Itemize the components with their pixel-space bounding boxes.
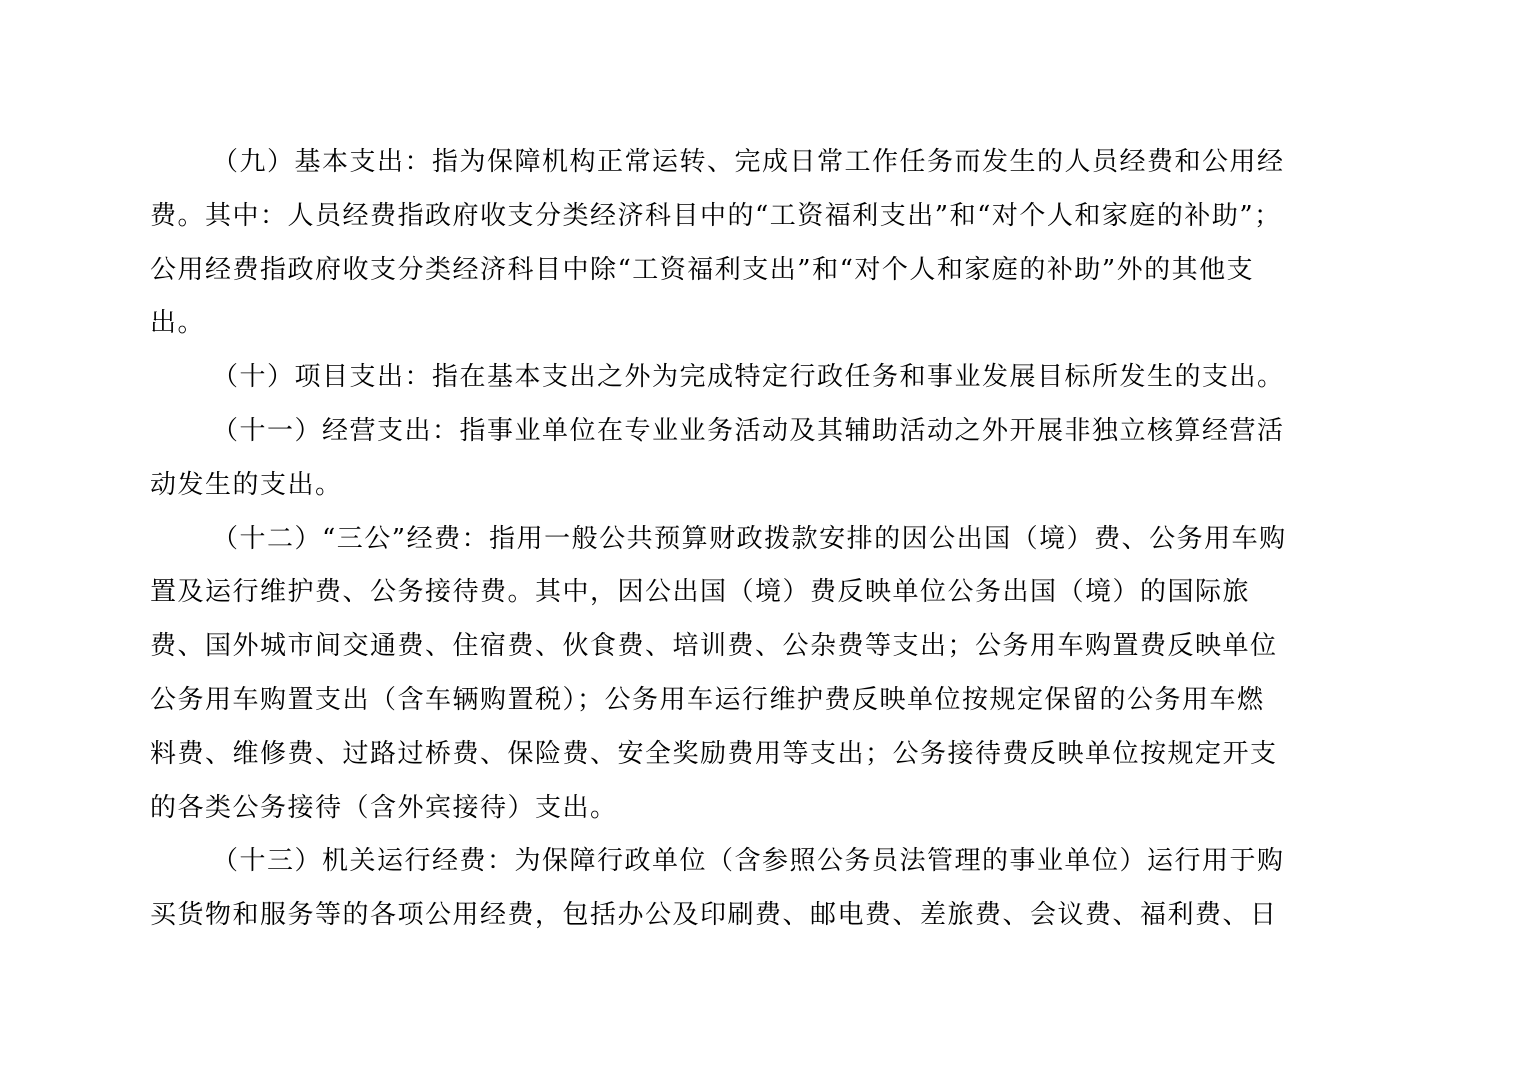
paragraph-agency-operating-costs: [150, 835, 1340, 943]
text-line: 出。: [150, 308, 206, 339]
text-line: 料费、维修费、过路过桥费、保险费、安全奖励费用等支出；公务接待费反映单位按规定开支: [150, 738, 1278, 769]
text-line: 的各类公务接待（含外宾接待）支出。: [150, 792, 618, 823]
text-line: 费。其中：人员经费指政府收支分类经济科目中的“工资福利支出”和“对个人和家庭的补助”；: [150, 200, 1282, 231]
text-line: （十）项目支出：指在基本支出之外为完成特定行政任务和事业发展目标所发生的支出。: [212, 362, 1285, 393]
text-line: （十二）“三公”经费：指用一般公共预算财政拨款安排的因公出国（境）费、公务用车购: [212, 523, 1287, 554]
text-line: 置及运行维护费、公务接待费。其中，因公出国（境）费反映单位公务出国（境）的国际旅: [150, 577, 1251, 608]
text-line: 公务用车购置支出（含车辆购置税）；公务用车运行维护费反映单位按规定保留的公务用车燃: [150, 684, 1265, 715]
text-line: 费、国外城市间交通费、住宿费、伙食费、培训费、公杂费等支出；公务用车购置费反映单位: [150, 631, 1278, 662]
text-line: 买货物和服务等的各项公用经费，包括办公及印刷费、邮电费、差旅费、会议费、福利费、日: [150, 900, 1278, 931]
text-line: （九）基本支出：指为保障机构正常运转、完成日常工作任务而发生的人员经费和公用经: [212, 147, 1285, 177]
paragraph-operating-expenditure: [150, 405, 1340, 513]
text-line: 公用经费指政府收支分类经济科目中除“工资福利支出”和“对个人和家庭的补助”外的其他支: [150, 254, 1255, 285]
document-body: [150, 136, 1340, 943]
paragraph-basic-expenditure: [150, 136, 1340, 351]
paragraph-three-public-expenses: [150, 513, 1340, 836]
text-line: （十三）机关运行经费：为保障行政单位（含参照公务员法管理的事业单位）运行用于购: [212, 846, 1285, 877]
text-line: （十一）经营支出：指事业单位在专业业务活动及其辅助活动之外开展非独立核算经营活: [212, 415, 1285, 446]
text-line: 动发生的支出。: [150, 469, 343, 500]
paragraph-project-expenditure: [150, 351, 1340, 405]
